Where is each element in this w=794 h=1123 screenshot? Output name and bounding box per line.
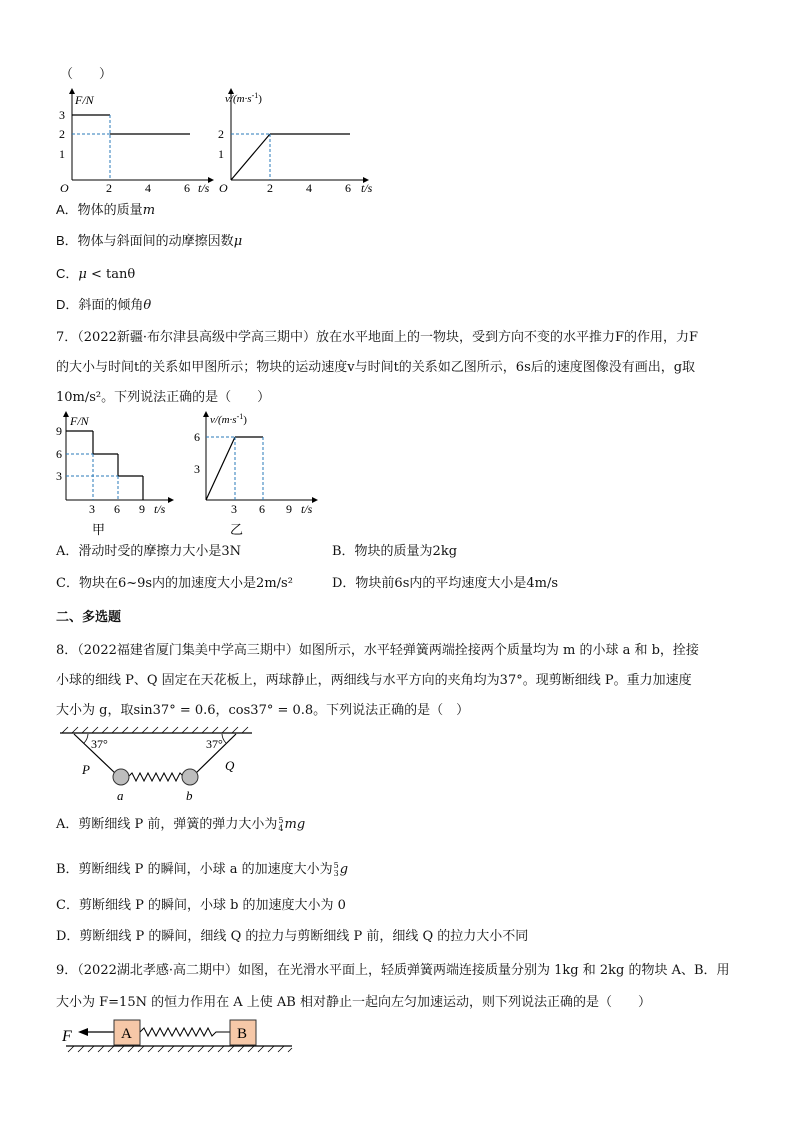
f-ytick: 2 <box>59 127 65 141</box>
f-xtick: 6 <box>184 181 190 194</box>
q6-option-a[interactable]: A．物体的质量m <box>56 202 156 218</box>
q7-stem-line1: 7．（2022新疆·布尔津县高级中学高三期中）放在水平地面上的一物块，受到方向不变的水平推力F的作用，力F <box>56 330 699 345</box>
q7-option-c[interactable]: C．物块在6~9s内的加速度大小是2m/s² <box>56 576 293 591</box>
q6-option-d[interactable]: D．斜面的倾角θ <box>56 297 152 313</box>
yi-xunit: t/s <box>301 502 313 516</box>
q8-spring-figure <box>58 726 258 804</box>
q8-stem-line1: 8．（2022福建省厦门集美中学高三期中）如图所示，水平轻弹簧两端拴接两个质量均为 m 的小球 a 和 b，拴接 <box>56 643 699 658</box>
jia-xtick: 9 <box>139 502 145 516</box>
ceiling-hatch <box>62 727 248 733</box>
q9-blocks-figure <box>58 1014 298 1056</box>
q8-option-a[interactable]: A．剪断细线 P 前，弹簧的弹力大小为5 4mg <box>56 815 306 833</box>
q9-stem-line2: 大小为 F=15N 的恒力作用在 A 上使 AB 相对静止一起向左匀加速运动，则下列说法正确的是（ ） <box>56 995 651 1010</box>
q6-velocity-graph <box>213 86 383 194</box>
q8-stem-line3: 大小为 g，取sin37° = 0.6，cos37° = 0.8。下列说法正确的是（ ） <box>56 703 470 718</box>
v-origin: O <box>219 181 228 194</box>
q8-option-d[interactable]: D．剪断细线 P 的瞬间，细线 Q 的拉力与剪断细线 P 前，细线 Q 的拉力大小不同 <box>56 929 529 944</box>
line-q-label: Q <box>225 758 235 773</box>
q7-stem-line3: 10m/s²。下列说法正确的是（ ） <box>56 390 271 405</box>
yi-xtick: 3 <box>231 502 237 516</box>
q7-option-b[interactable]: B．物块的质量为2kg <box>332 544 458 559</box>
q8-option-c[interactable]: C．剪断细线 P 的瞬间，小球 b 的加速度大小为 0 <box>56 898 346 913</box>
q6-paren: （ ） <box>60 67 113 82</box>
v-ytick: 2 <box>218 127 224 141</box>
section-title-multiple-choice: 二、多选题 <box>56 609 122 624</box>
line-p-label: P <box>82 762 90 777</box>
force-label: F <box>62 1028 72 1045</box>
yi-axis-label: $v/(m\cdot s^{-1})$ <box>210 412 247 426</box>
v-ytick: 1 <box>218 147 224 161</box>
f-xunit: t/s <box>198 181 210 194</box>
yi-caption: 乙 <box>230 522 244 537</box>
v-xtick: 6 <box>345 181 351 194</box>
ball-b-label: b <box>186 788 193 803</box>
yi-xtick: 6 <box>259 502 265 516</box>
block-a-label: A <box>121 1026 132 1042</box>
yi-ytick: 3 <box>194 462 200 476</box>
v-xtick: 4 <box>306 181 312 194</box>
jia-ytick: 3 <box>56 469 62 483</box>
v-xtick: 2 <box>267 181 273 194</box>
jia-caption: 甲 <box>92 522 106 537</box>
f-origin: O <box>60 181 69 194</box>
q8-option-b[interactable]: B．剪断细线 P 的瞬间，小球 a 的加速度大小为5 3g <box>56 860 349 878</box>
f-ytick: 1 <box>59 147 65 161</box>
yi-ytick: 6 <box>194 430 200 444</box>
v-axis-label: $v/(m\cdot s^{-1})$ <box>225 91 262 105</box>
q7-yi-graph <box>190 409 330 539</box>
q9-stem-line1: 9．（2022湖北孝感·高二期中）如图，在光滑水平面上，轻质弹簧两端连接质量分别为 1kg 和 2kg 的物块 A、B．用 <box>56 963 730 978</box>
jia-ytick: 6 <box>56 447 62 461</box>
angle-left-label: 37° <box>91 737 108 751</box>
f-ytick: 3 <box>59 108 65 122</box>
jia-xtick: 6 <box>114 502 120 516</box>
q7-option-a[interactable]: A．滑动时受的摩擦力大小是3N <box>56 544 242 559</box>
q7-stem-line2: 的大小与时间t的关系如甲图所示；物块的运动速度v与时间t的关系如乙图所示，6s后的速度图像没有画出，g取 <box>56 360 696 375</box>
v-xunit: t/s <box>361 181 373 194</box>
ball-b <box>182 769 198 785</box>
fraction: 5 4 <box>278 815 284 833</box>
jia-xunit: t/s <box>154 502 166 516</box>
q6-option-b[interactable]: B．物体与斜面间的动摩擦因数μ <box>56 233 243 249</box>
q7-jia-graph <box>55 409 185 539</box>
jia-axis-label: F/N <box>70 414 89 428</box>
block-b-label: B <box>237 1026 248 1042</box>
jia-xtick: 3 <box>89 502 95 516</box>
ball-a-label: a <box>117 788 124 803</box>
f-xtick: 2 <box>106 181 112 194</box>
jia-ytick: 9 <box>56 424 62 438</box>
ball-a <box>113 769 129 785</box>
yi-xtick: 9 <box>286 502 292 516</box>
angle-right-label: 37° <box>206 737 223 751</box>
fraction: 5 3 <box>333 860 339 878</box>
q8-stem-line2: 小球的细线 P、Q 固定在天花板上，两球静止，两细线与水平方向的夹角均为37°。现剪断细线 P。重力加速度 <box>56 673 692 688</box>
f-axis-label: F/N <box>75 93 94 107</box>
f-xtick: 4 <box>145 181 151 194</box>
q7-option-d[interactable]: D．物块前6s内的平均速度大小是4m/s <box>332 576 559 591</box>
q6-option-c[interactable]: C．μ < tanθ <box>56 266 136 282</box>
q6-force-graph <box>58 86 218 194</box>
floor-hatch <box>68 1046 292 1052</box>
